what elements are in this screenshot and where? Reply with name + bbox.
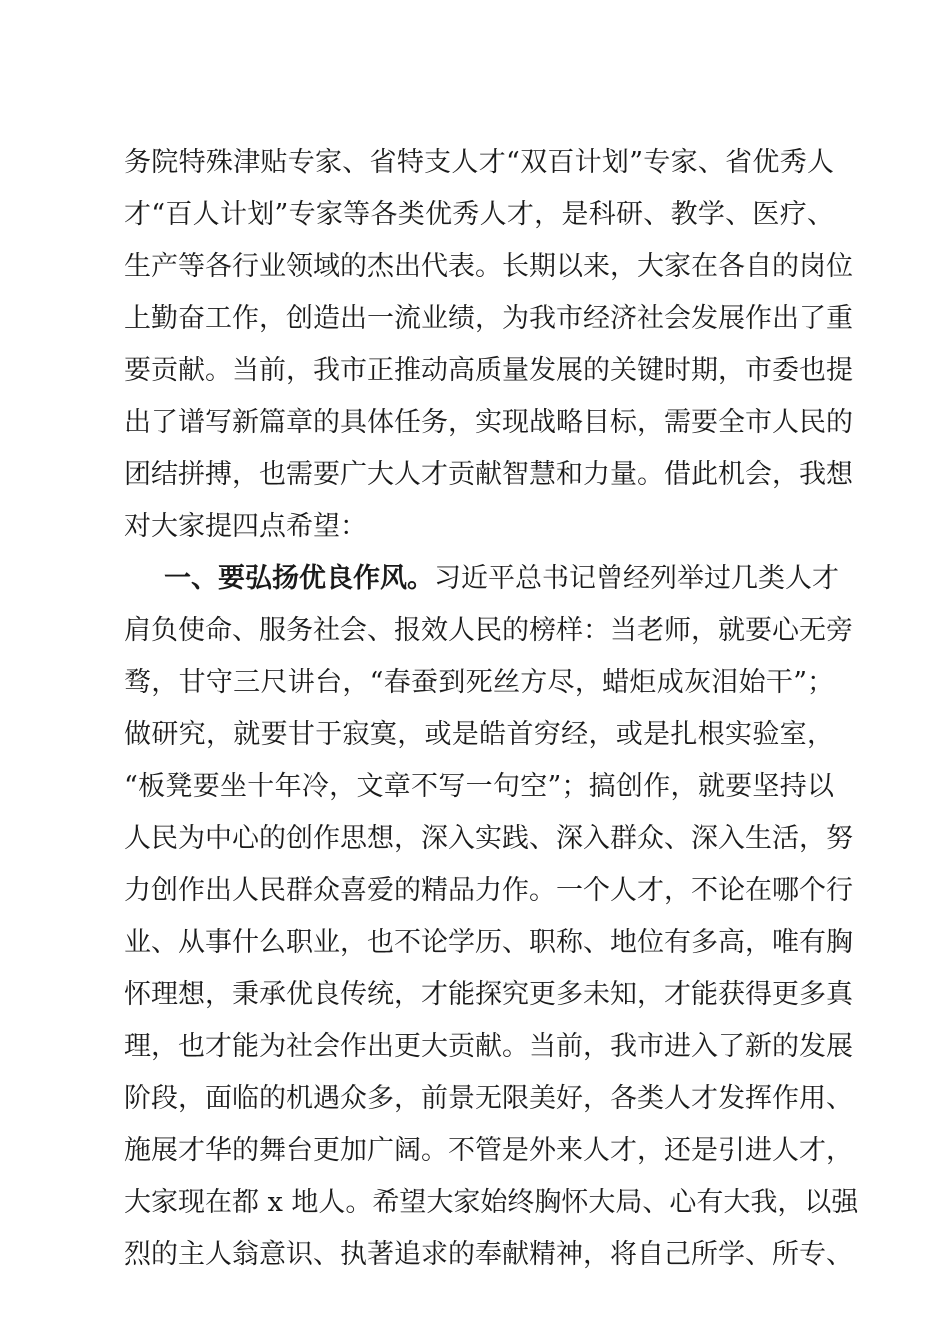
text-line: 上勤奋工作，创造出一流业绩，为我市经济社会发展作出了重: [124, 303, 853, 334]
text-line: 团结拼搏，也需要广大人才贡献智慧和力量。借此机会，我想: [124, 459, 853, 490]
text-line: 骛，甘守三尺讲台，“春蚕到死丝方尽，蜡炬成灰泪始干”；: [124, 667, 834, 698]
text-line: 务院特殊津贴专家、省特支人才“双百计划”专家、省优秀人: [124, 147, 834, 178]
text-line: 对大家提四点希望：: [124, 511, 367, 542]
section-heading: 一、要弘扬优良作风。: [164, 563, 434, 594]
text-line: 人民为中心的创作思想，深入实践、深入群众、深入生活，努: [124, 823, 853, 854]
text-line: 怀理想，秉承优良传统，才能探究更多未知，才能获得更多真: [124, 979, 853, 1010]
paragraph-2: [124, 553, 859, 1281]
text-line: 出了谱写新篇章的具体任务，实现战略目标，需要全市人民的: [124, 407, 853, 438]
text-line: 要贡献。当前，我市正推动高质量发展的关键时期，市委也提: [124, 355, 853, 386]
text-line: 才“百人计划”专家等各类优秀人才，是科研、教学、医疗、: [124, 199, 834, 230]
paragraph-1: [124, 137, 853, 553]
text-line: 大家现在都 x 地人。希望大家始终胸怀大局、心有大我，以强: [124, 1187, 859, 1218]
text-run: 习近平总书记曾经列举过几类人才: [434, 563, 839, 594]
text-line: 业、从事什么职业，也不论学历、职称、地位有多高，唯有胸: [124, 927, 853, 958]
text-line: 做研究，就要甘于寂寞，或是皓首穷经，或是扎根实验室，: [124, 719, 834, 750]
text-line: 施展才华的舞台更加广阔。不管是外来人才，还是引进人才，: [124, 1135, 853, 1166]
text-line: 力创作出人民群众喜爱的精品力作。一个人才，不论在哪个行: [124, 875, 853, 906]
body-text: [124, 137, 859, 1281]
text-line: 肩负使命、服务社会、报效人民的榜样：当老师，就要心无旁: [124, 615, 853, 646]
text-line: 烈的主人翁意识、执著追求的奉献精神，将自己所学、所专、: [124, 1239, 853, 1270]
text-line: 阶段，面临的机遇众多，前景无限美好，各类人才发挥作用、: [124, 1083, 853, 1114]
text-line: “板凳要坐十年冷，文章不写一句空”；搞创作，就要坚持以: [124, 771, 834, 802]
text-line: 生产等各行业领域的杰出代表。长期以来，大家在各自的岗位: [124, 251, 853, 282]
paragraph-first-line: [124, 553, 839, 605]
text-line: 理，也才能为社会作出更大贡献。当前，我市进入了新的发展: [124, 1031, 853, 1062]
